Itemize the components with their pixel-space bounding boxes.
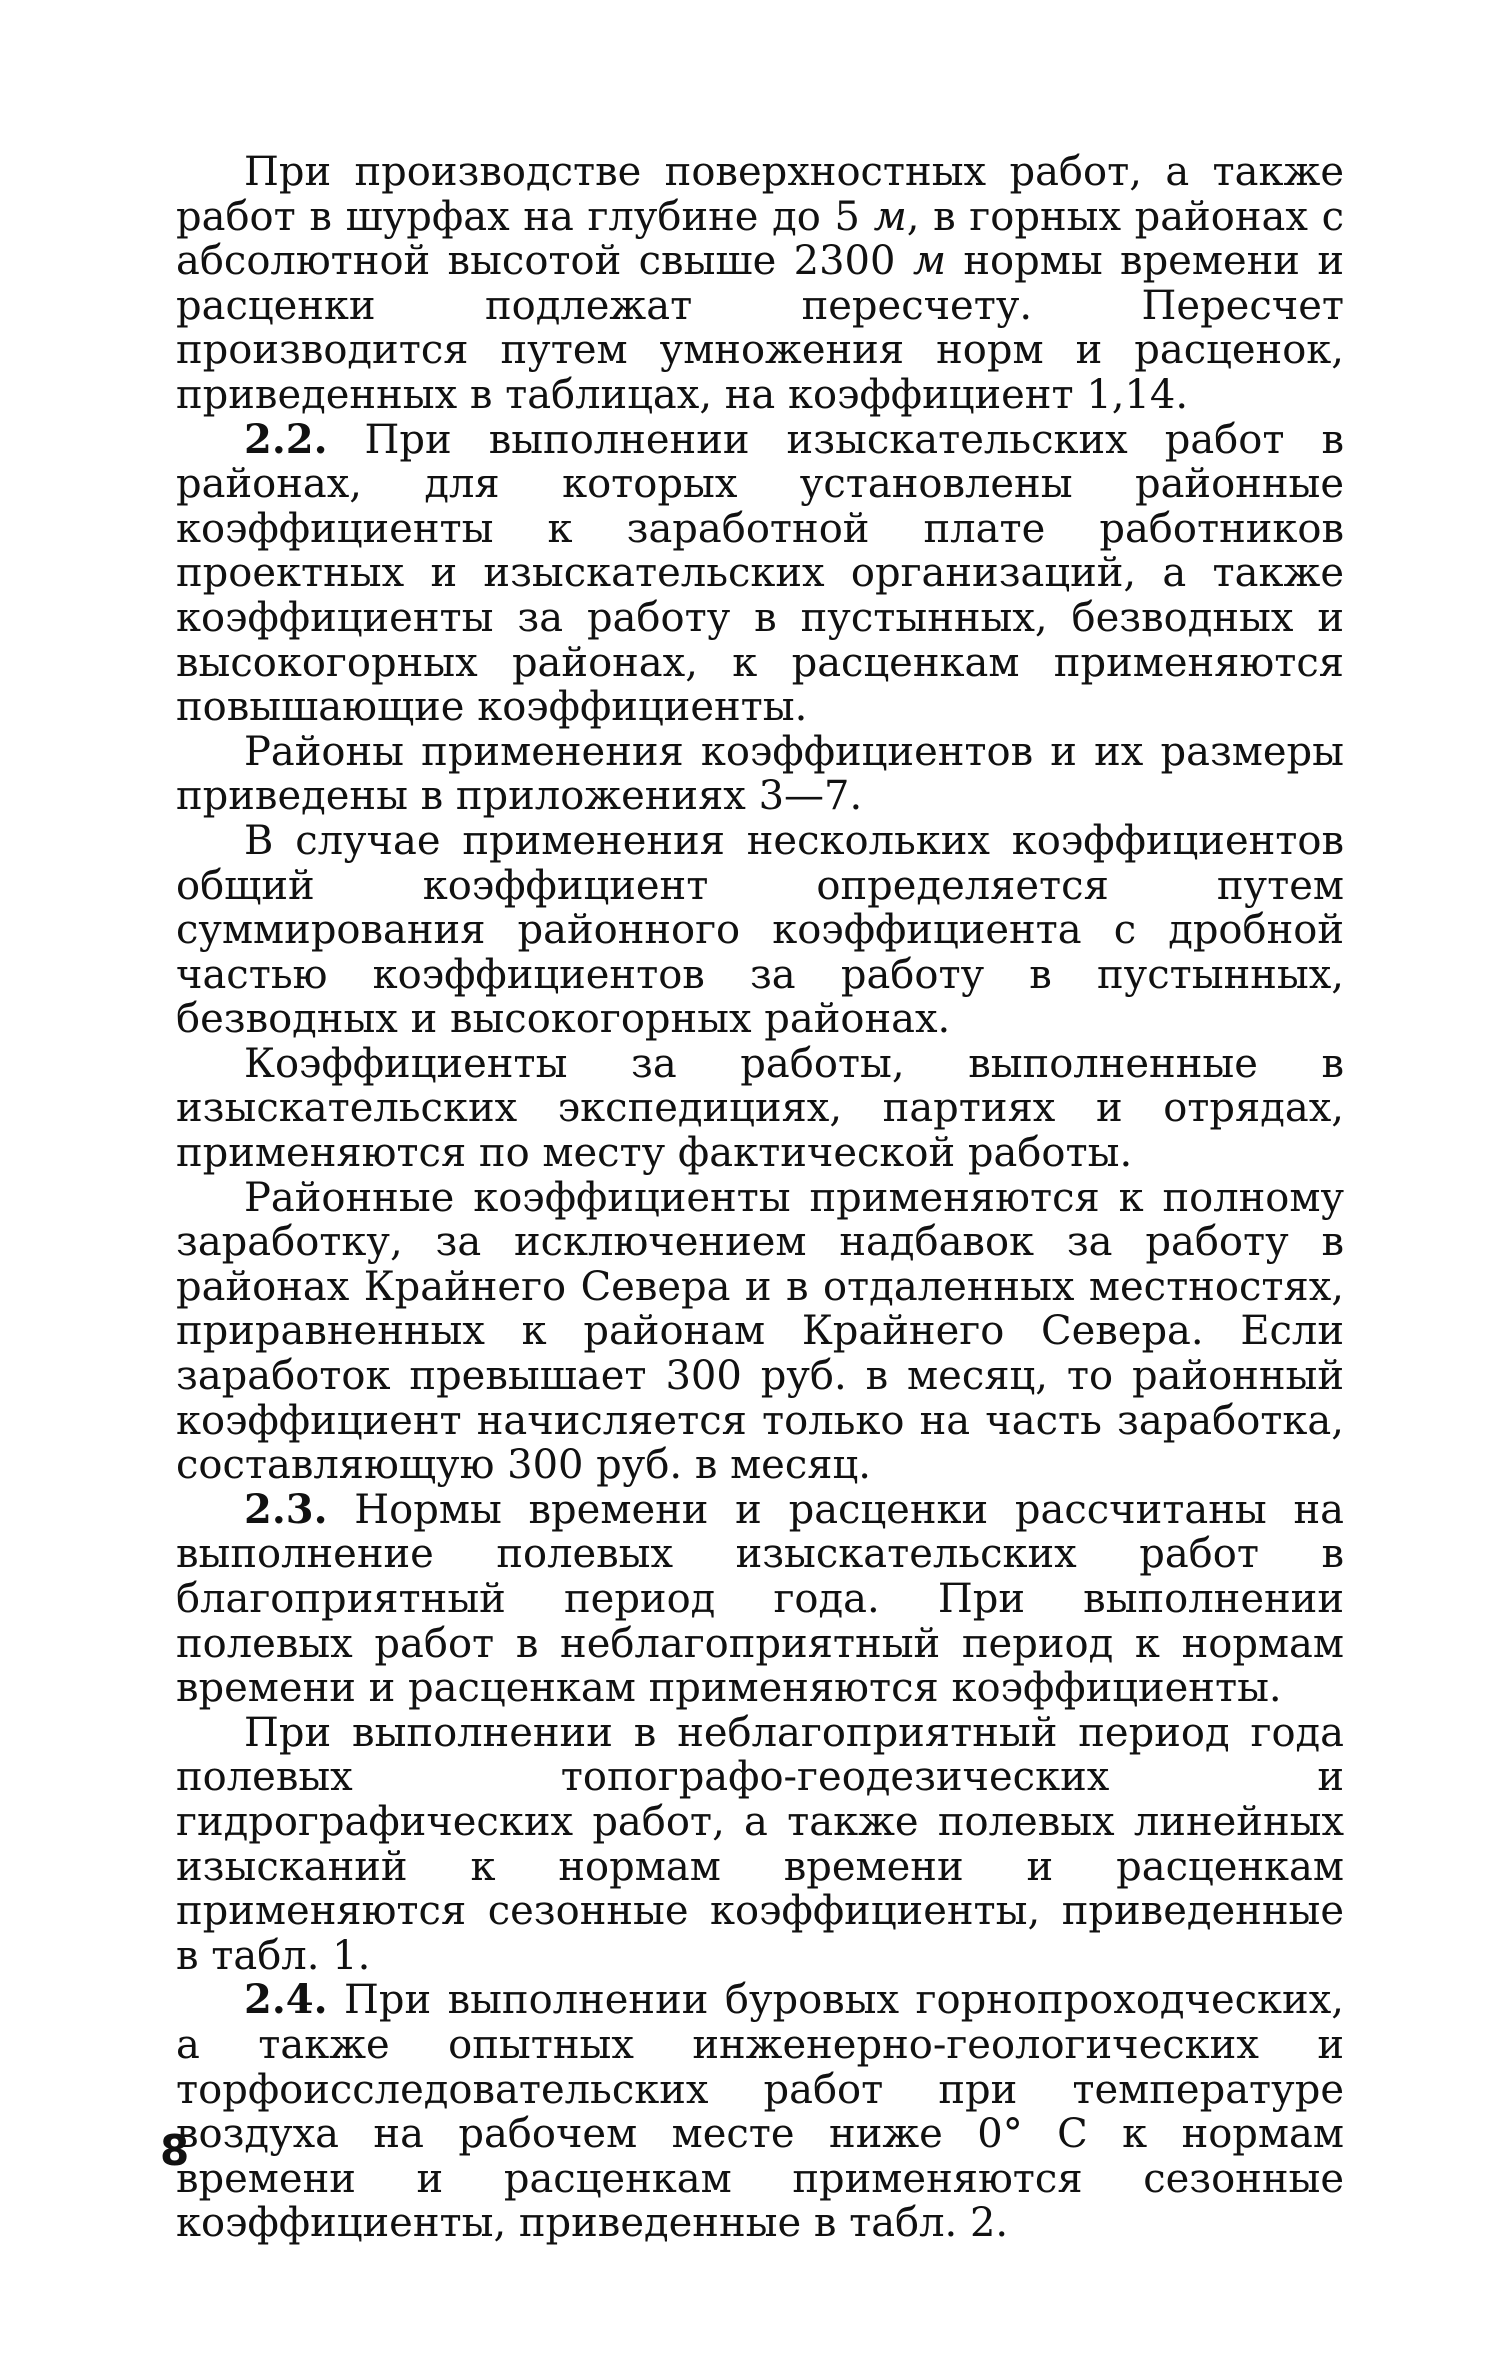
paragraph	[176, 1978, 1344, 2246]
paragraph	[176, 819, 1344, 1042]
paragraph-text: нормы времени и расценки подлежат пересчету. Пересчет производится путем умножения норм и расценок, приведенных в таблицах, на коэффициент 1,14.	[176, 238, 1344, 418]
paragraph-text: Районные коэффициенты применяются к полному заработку, за исключением надбавок за работу в районах Крайнего Севера и в отдаленных местностях, приравненных к районам Крайнего Севера. Если заработок превышает 300 руб. в месяц, то районный коэффициент начисляется только на часть заработка, составляющую 300 руб. в месяц.	[176, 1174, 1344, 1489]
page-body	[176, 150, 1344, 2246]
section-number: 2.4.	[244, 1976, 328, 2024]
paragraph	[176, 730, 1344, 819]
paragraph-text: Нормы времени и расценки рассчитаны на выполнение полевых изыскательских работ в благоприятный период года. При выполнении полевых работ в неблагоприятный период к нормам времени и расценкам применяются коэффициенты.	[176, 1486, 1344, 1712]
paragraph-text: Коэффициенты за работы, выполненные в изыскательских экспедициях, партиях и отрядах, применяются по месту фактической работы.	[176, 1040, 1344, 1177]
section-number: 2.2.	[244, 415, 328, 463]
paragraph	[176, 1711, 1344, 1979]
unit-text: м	[912, 238, 946, 285]
paragraph	[176, 150, 1344, 418]
paragraph	[176, 1176, 1344, 1488]
paragraph	[176, 415, 1344, 731]
section-number: 2.3.	[244, 1485, 328, 1533]
paragraph-text: В случае применения нескольких коэффициентов общий коэффициент определяется путем суммирования районного коэффициента с дробной частью коэффициентов за работу в пустынных, безводных и высокогорных районах.	[176, 817, 1344, 1043]
paragraph	[176, 1042, 1344, 1176]
paragraph-text: При выполнении изыскательских работ в районах, для которых установлены районные коэффициенты к заработной плате работников проектных и изыскательских организаций, а также коэффициенты за работу в пустынных, безводных и высокогорных районах, к расценкам применяются повышающие коэффициенты.	[176, 416, 1344, 731]
unit-text: м	[873, 193, 907, 240]
paragraph-text: При выполнении в неблагоприятный период года полевых топографо-геодезических и гидрографических работ, а также полевых линейных изысканий к нормам времени и расценкам применяются сезонные коэффициенты, приведенные в табл. 1.	[176, 1709, 1344, 1979]
paragraph-text: При производстве поверхностных работ, а также работ в шурфах на глубине до 5	[176, 149, 1344, 240]
paragraph-text: При выполнении буровых горнопроходческих, а также опытных инженерно-геологических и торфоисследовательских работ при температуре воздуха на рабочем месте ниже 0° С к нормам времени и расценкам применяются сезонные коэффициенты, приведенные в табл. 2.	[176, 1977, 1344, 2247]
paragraph	[176, 1485, 1344, 1712]
paragraph-text: Районы применения коэффициентов и их размеры приведены в приложениях 3—7.	[176, 728, 1344, 820]
page-number: 8	[160, 2126, 190, 2175]
paragraph-text: , в горных районах с абсолютной высотой свыше 2300	[176, 193, 1344, 285]
